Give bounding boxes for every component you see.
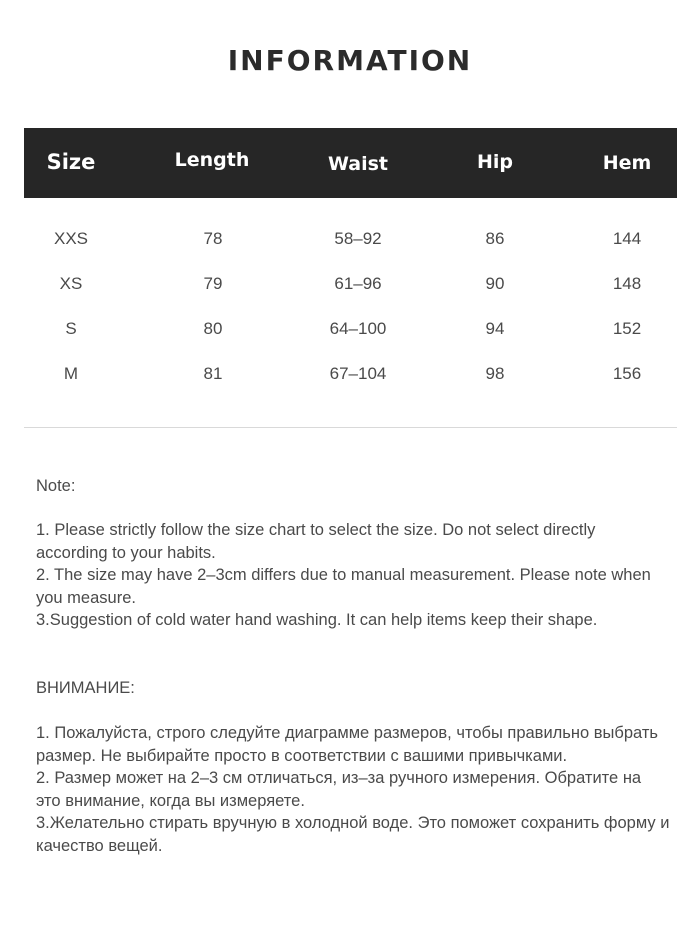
size-table-header [24,128,677,198]
table-row [24,306,677,351]
page-title: INFORMATION [227,44,473,77]
note-item-ru: 1. Пожалуйста, строго следуйте диаграмме размеров, чтобы правильно выбрать размер. Не выбирайте просто в соответствии с вашими привычками. [36,724,658,765]
size-table-body [24,216,677,396]
cell-waist: 64–100 [329,319,387,338]
note-list-en [36,519,670,632]
cell-hip: 94 [485,319,505,338]
cell-size: M [63,364,79,383]
note-item-ru: 2. Размер может на 2–3 см отличаться, из–за ручного измерения. Обратите на это внимание, когда вы измеряете. [36,769,642,810]
header-hem: Hem [602,152,652,174]
cell-size: XXS [53,229,89,248]
cell-length: 81 [203,364,223,383]
cell-hip: 98 [485,364,505,383]
header-waist: Waist [327,153,388,175]
table-row [24,351,677,396]
cell-length: 80 [203,319,223,338]
cell-hip: 90 [485,274,505,293]
header-size: Size [46,150,96,174]
cell-size: S [65,319,77,338]
cell-waist: 67–104 [329,364,387,383]
note-heading: Note: [36,477,76,495]
cell-hip: 86 [485,229,505,248]
header-hip: Hip [476,151,513,173]
cell-size: XS [59,274,83,293]
cell-waist: 58–92 [334,229,382,248]
note-item: 1. Please strictly follow the size chart to select the size. Do not select directly according to your habits. [36,521,596,562]
table-row [24,261,677,306]
cell-hem: 156 [612,364,642,383]
note-item: 3.Suggestion of cold water hand washing. It can help items keep their shape. [36,611,598,629]
cell-hem: 148 [612,274,642,293]
table-row [24,216,677,261]
note-item-ru: 3.Желательно стирать вручную в холодной воде. Это поможет сохранить форму и качество вещей. [36,814,670,855]
note-list-ru [36,722,670,857]
note-heading-ru: ВНИМАНИЕ: [36,679,135,697]
cell-length: 78 [203,229,223,248]
cell-length: 79 [203,274,223,293]
header-length: Length [174,149,250,171]
cell-hem: 144 [612,229,642,248]
note-item: 2. The size may have 2–3cm differs due to manual measurement. Please note when you measure. [36,566,651,607]
cell-waist: 61–96 [334,274,382,293]
cell-hem: 152 [612,319,642,338]
section-divider [24,427,677,428]
